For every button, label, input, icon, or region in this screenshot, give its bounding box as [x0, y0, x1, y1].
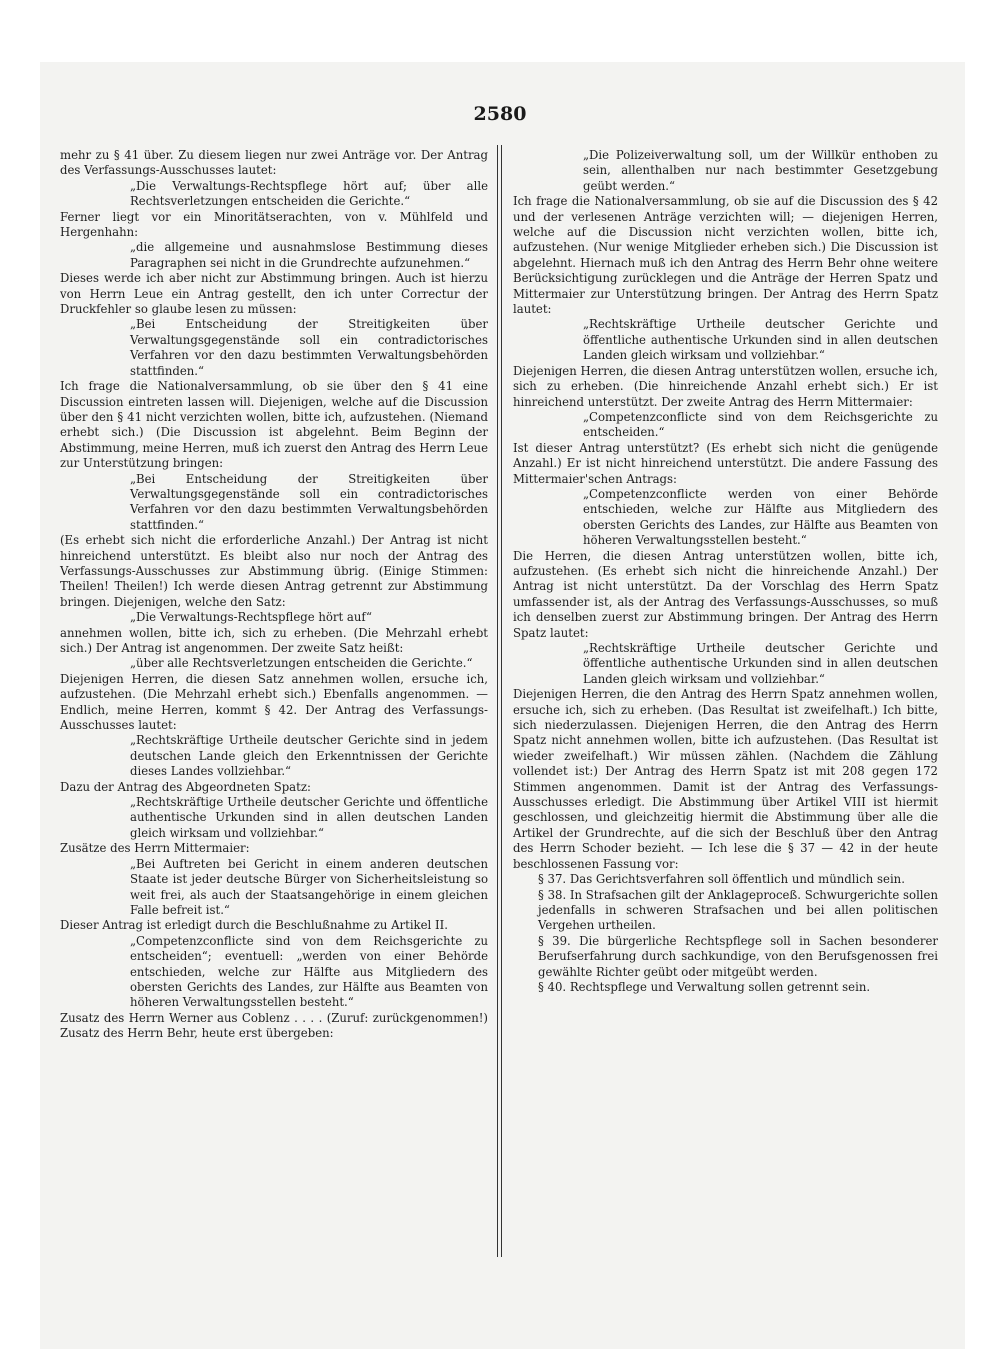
text-paragraph: Die Herren, die diesen Antrag unterstützen wollen, bitte ich, aufzustehen. (Es erhebt sich nicht die hinreichende Anzahl.) Der Antrag ist nicht unterstützt. Da der Vorschlag des Herrn Spatz umfassender ist, als der Antrag des Verfassungs-Ausschusses, so muß ich denselben zuerst zur Abstimmung bringen. Der Antrag des Herrn Spatz lautet:	[513, 548, 938, 640]
quoted-motion: „Rechtskräftige Urtheile deutscher Gerichte sind in jedem deutschen Lande gleich den Erkenntnissen der Gerichte dieses Landes vollziehbar.“	[130, 733, 488, 779]
statute-paragraph: § 38. In Strafsachen gilt der Anklageproceß. Schwurgerichte sollen jedenfalls in schweren Strafsachen und bei allen politischen Vergehen urtheilen.	[538, 887, 938, 933]
text-paragraph: Ferner liegt vor ein Minoritätserachten, von v. Mühlfeld und Hergenhahn:	[60, 209, 488, 240]
statute-paragraph: § 40. Rechtspflege und Verwaltung sollen getrennt sein.	[538, 979, 871, 994]
right-column	[513, 148, 938, 995]
text-paragraph: Zusätze des Herrn Mittermaier:	[60, 841, 250, 856]
quoted-motion: „Competenzconflicte sind von dem Reichsgerichte zu entscheiden“; eventuell: „werden von einer Behörde entschieden, welche zur Hälfte aus Mitgliedern des obersten Gerichts des Landes, zur Hälfte aus Beamten von höheren Verwaltungsstellen besteht.“	[130, 933, 488, 1010]
quoted-motion: „Die Polizeiverwaltung soll, um der Willkür enthoben zu sein, allenthalben nur nach bestimmter Gesetzgebung geübt werden.“	[583, 148, 938, 193]
text-paragraph: Dieses werde ich aber nicht zur Abstimmung bringen. Auch ist hierzu von Herrn Leue ein Antrag gestellt, den ich unter Correctur der Druckfehler so glaube lesen zu müssen:	[60, 271, 488, 317]
text-paragraph: (Es erhebt sich nicht die erforderliche Anzahl.) Der Antrag ist nicht hinreichend unterstützt. Es bleibt also nur noch der Antrag des Verfassungs-Ausschusses zur Abstimmung übrig. (Einige Stimmen: Theilen! Theilen!) Ich werde diesen Antrag getrennt zur Abstimmung bringen. Diejenigen, welche den Satz:	[60, 533, 488, 609]
left-column	[60, 148, 488, 1042]
quoted-motion: „Rechtskräftige Urtheile deutscher Gerichte und öffentliche authentische Urkunden sind in allen deutschen Landen gleich wirksam und vollziehbar.“	[583, 641, 938, 686]
text-paragraph: Diejenigen Herren, die diesen Antrag unterstützen wollen, ersuche ich, sich zu erheben. (Die hinreichende Anzahl erhebt sich.) Er ist hinreichend unterstützt. Der zweite Antrag des Herrn Mittermaier:	[513, 363, 938, 409]
text-paragraph: Zusatz des Herrn Werner aus Coblenz . . . . (Zuruf: zurückgenommen!) Zusatz des Herrn Behr, heute erst übergeben:	[60, 1010, 488, 1041]
quoted-motion: „Rechtskräftige Urtheile deutscher Gerichte und öffentliche authentische Urkunden sind in allen deutschen Landen gleich wirksam und vollziehbar.“	[583, 317, 938, 363]
quoted-motion: „Competenzconflicte werden von einer Behörde entschieden, welche zur Hälfte aus Mitgliedern des obersten Gerichts des Landes, zur Hälfte aus Beamten von höheren Verwaltungsstellen besteht.“	[583, 486, 938, 548]
text-paragraph: Diejenigen Herren, die diesen Satz annehmen wollen, ersuche ich, aufzustehen. (Die Mehrzahl erhebt sich.) Ebenfalls angenommen. — Endlich, meine Herren, kommt § 42. Der Antrag des Verfassungs-Ausschusses lautet:	[60, 671, 488, 733]
text-paragraph: Ist dieser Antrag unterstützt? (Es erhebt sich nicht die genügende Anzahl.) Er ist nicht hinreichend unterstützt. Die andere Fassung des Mittermaier'schen Antrags:	[513, 440, 938, 486]
column-divider	[497, 145, 502, 1257]
quoted-motion: „Bei Entscheidung der Streitigkeiten über Verwaltungsgegenstände soll ein contradictorisches Verfahren vor den dazu bestimmten Verwaltungsbehörden stattfinden.“	[130, 317, 488, 378]
text-paragraph: annehmen wollen, bitte ich, sich zu erheben. (Die Mehrzahl erhebt sich.) Der Antrag ist angenommen. Der zweite Satz heißt:	[60, 625, 488, 655]
page-number: 2580	[473, 103, 527, 125]
quoted-motion: „Die Verwaltungs-Rechtspflege hört auf; über alle Rechtsverletzungen entscheiden die Gerichte.“	[130, 178, 488, 209]
statute-paragraph: § 39. Die bürgerliche Rechtspflege soll in Sachen besonderer Berufserfahrung durch sachkundige, von den Berufsgenossen frei gewählte Richter geübt oder mitgeübt werden.	[538, 933, 938, 979]
text-paragraph: mehr zu § 41 über. Zu diesem liegen nur zwei Anträge vor. Der Antrag des Verfassungs-Ausschusses lautet:	[60, 148, 488, 178]
quoted-motion: „Bei Entscheidung der Streitigkeiten über Verwaltungsgegenstände soll ein contradictorisches Verfahren vor den dazu bestimmten Verwaltungsbehörden stattfinden.“	[130, 471, 488, 532]
quoted-motion: „die allgemeine und ausnahmslose Bestimmung dieses Paragraphen sei nicht in die Grundrechte aufzunehmen.“	[130, 240, 488, 270]
text-paragraph: Ich frage die Nationalversammlung, ob sie auf die Discussion des § 42 und der verlesenen Anträge verzichten will; — diejenigen Herren, welche auf die Discussion nicht verzichten wollen, bitte ich, aufzustehen. (Nur wenige Mitglieder erheben sich.) Die Discussion ist abgelehnt. Hiernach muß ich den Antrag des Herrn Behr ohne weitere Berücksichtigung zurücklegen und die Anträge der Herren Spatz und Mittermaier zur Unterstützung bringen. Der Antrag des Herrn Spatz lautet:	[513, 194, 938, 317]
text-paragraph: Dazu der Antrag des Abgeordneten Spatz:	[60, 779, 311, 794]
quoted-motion: „Bei Auftreten bei Gericht in einem anderen deutschen Staate ist jeder deutsche Bürger von Sicherheitsleistung so weit frei, als auch der Staatsangehörige in einem gleichen Falle befreit ist.“	[130, 856, 488, 917]
quoted-motion: „über alle Rechtsverletzungen entscheiden die Gerichte.“	[130, 656, 473, 671]
quoted-motion: „Competenzconflicte sind von dem Reichsgerichte zu entscheiden.“	[583, 409, 938, 440]
statute-paragraph: § 37. Das Gerichtsverfahren soll öffentlich und mündlich sein.	[538, 872, 905, 887]
text-paragraph: Diejenigen Herren, die den Antrag des Herrn Spatz annehmen wollen, ersuche ich, sich zu erheben. (Das Resultat ist zweifelhaft.) Ich bitte, sich niederzulassen. Diejenigen Herren, die den Antrag des Herrn Spatz nicht annehmen wollen, bitte ich aufzustehen. (Das Resultat ist wieder zweifelhaft.) Wir müssen zählen. (Nachdem die Zählung vollendet ist:) Der Antrag des Herrn Spatz ist mit 208 gegen 172 Stimmen angenommen. Damit ist der Antrag des Verfassungs-Ausschusses erledigt. Die Abstimmung über Artikel VIII ist hiermit geschlossen, und gleichzeitig hiermit die Abstimmung über alle die Artikel der Grundrechte, auf die sich der Beschluß über den Antrag des Herrn Schoder bezieht. — Ich lese die § 37 — 42 in der heute beschlossenen Fassung vor:	[513, 687, 938, 871]
text-paragraph: Dieser Antrag ist erledigt durch die Beschlußnahme zu Artikel II.	[60, 918, 448, 933]
quoted-motion: „Die Verwaltungs-Rechtspflege hört auf“	[130, 610, 372, 625]
quoted-motion: „Rechtskräftige Urtheile deutscher Gerichte und öffentliche authentische Urkunden sind in allen deutschen Landen gleich wirksam und vollziehbar.“	[130, 795, 488, 840]
text-paragraph: Ich frage die Nationalversammlung, ob sie über den § 41 eine Discussion eintreten lassen will. Diejenigen, welche auf die Discussion über den § 41 nicht verzichten wollen, bitte ich, aufzustehen. (Niemand erhebt sich.) (Die Discussion ist abgelehnt. Beim Beginn der Abstimmung, meine Herren, muß ich zuerst den Antrag des Herrn Leue zur Unterstützung bringen:	[60, 379, 488, 471]
